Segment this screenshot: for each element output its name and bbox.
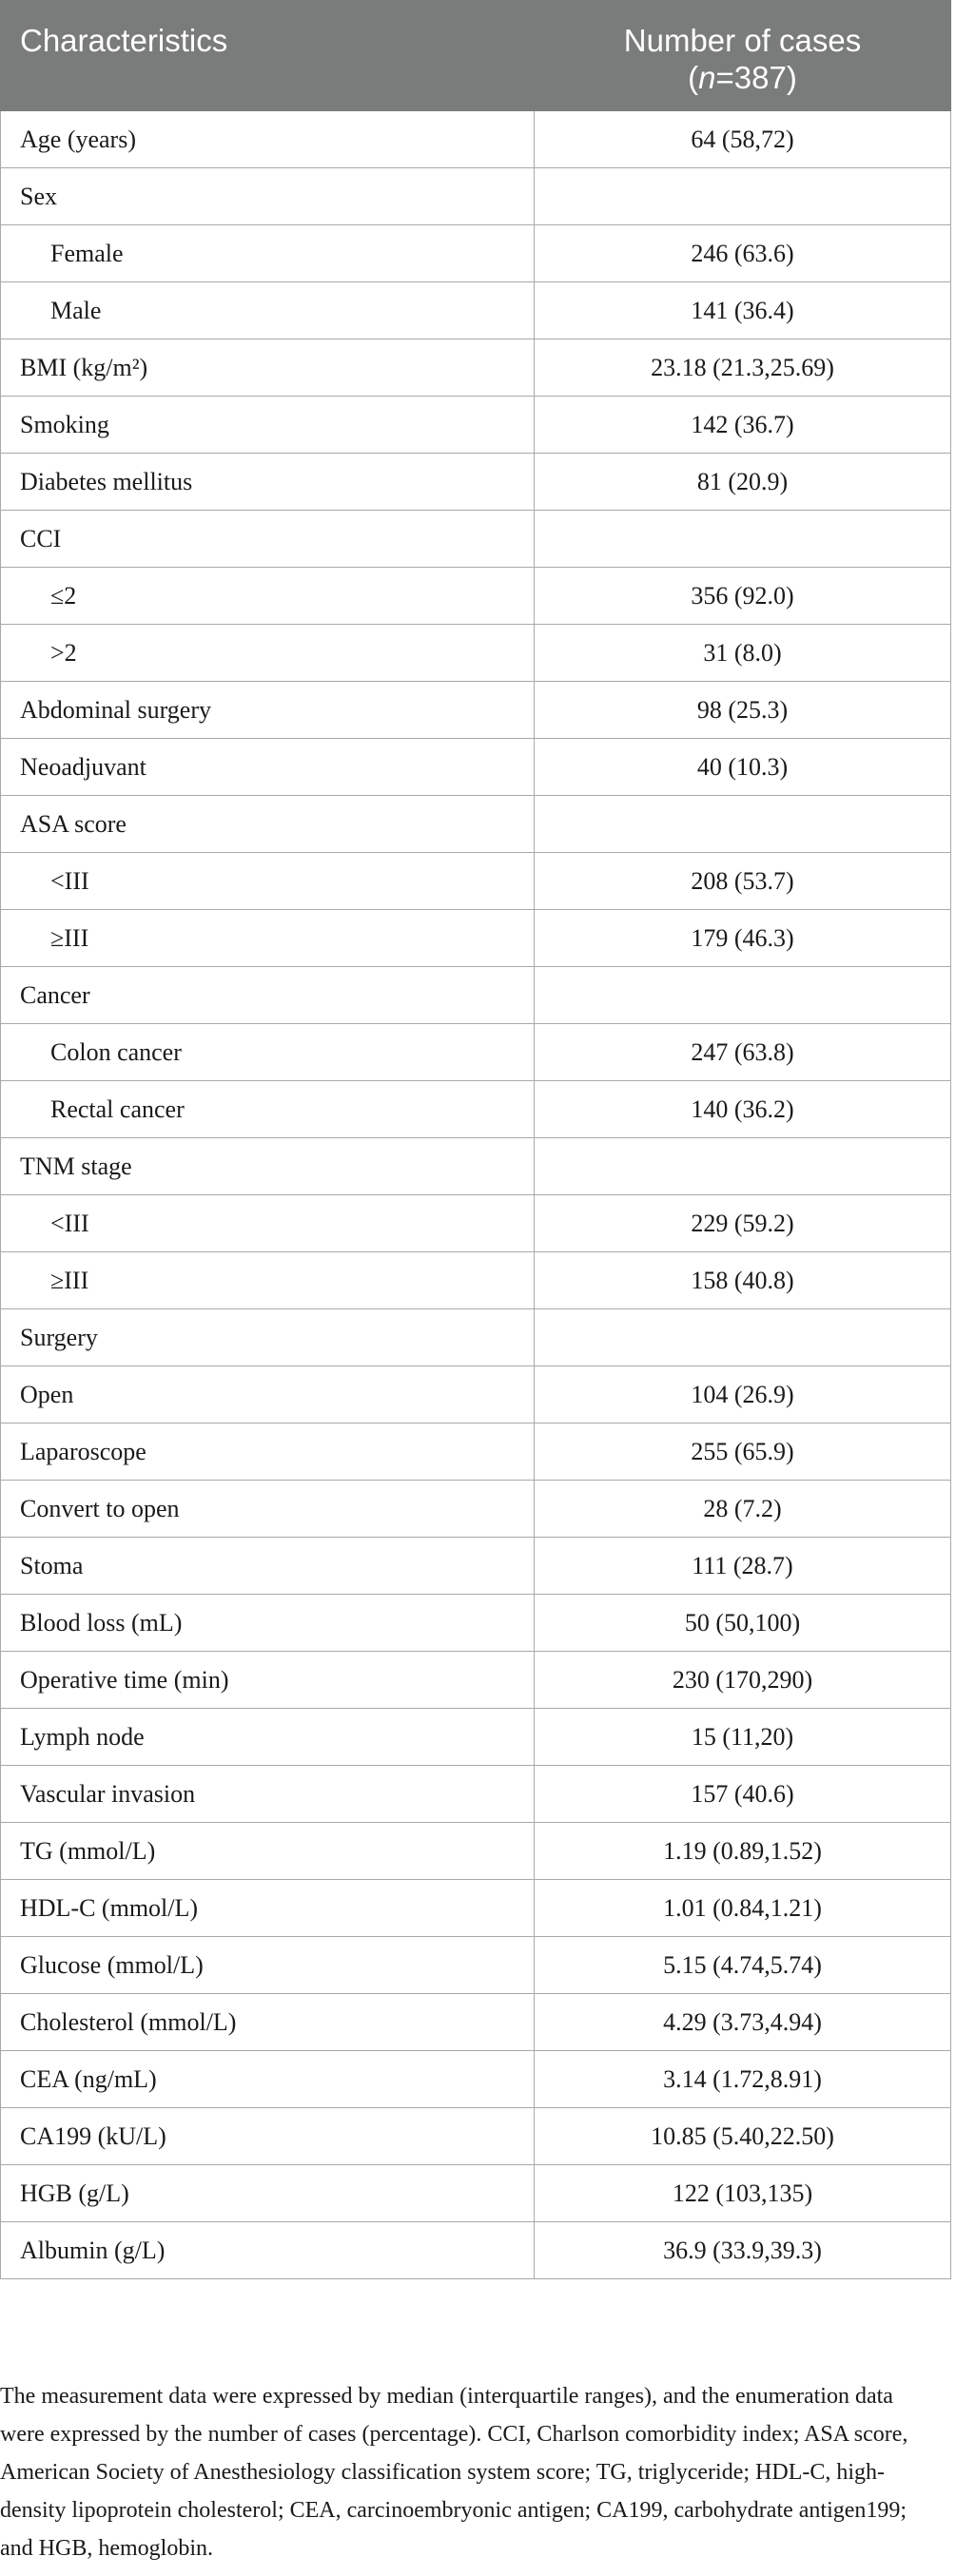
table-row <box>1 1652 951 1709</box>
table-row <box>1 2222 951 2279</box>
row-value: 230 (170,290) <box>535 1652 951 1709</box>
table-row <box>1 568 951 625</box>
row-label: ≥III <box>1 1252 535 1309</box>
header-characteristics: Characteristics <box>1 1 535 111</box>
row-label: Cancer <box>1 967 535 1024</box>
row-label: Colon cancer <box>1 1024 535 1081</box>
row-label: HGB (g/L) <box>1 2165 535 2222</box>
table-body <box>1 111 951 2279</box>
table-row <box>1 625 951 682</box>
row-label: Rectal cancer <box>1 1081 535 1138</box>
table-row <box>1 853 951 910</box>
row-label: Albumin (g/L) <box>1 2222 535 2279</box>
row-value: 111 (28.7) <box>535 1538 951 1595</box>
row-value <box>535 1309 951 1366</box>
header-row <box>1 1 951 111</box>
table-row <box>1 1138 951 1195</box>
row-value: 122 (103,135) <box>535 2165 951 2222</box>
table-row <box>1 282 951 339</box>
row-value <box>535 168 951 225</box>
row-value: 247 (63.8) <box>535 1024 951 1081</box>
row-label: Operative time (min) <box>1 1652 535 1709</box>
row-value: 142 (36.7) <box>535 397 951 454</box>
table-row <box>1 1081 951 1138</box>
table-row <box>1 2051 951 2108</box>
table-row <box>1 2108 951 2165</box>
row-value: 28 (7.2) <box>535 1481 951 1538</box>
row-label: Abdominal surgery <box>1 682 535 739</box>
row-value: 5.15 (4.74,5.74) <box>535 1937 951 1994</box>
row-label: Male <box>1 282 535 339</box>
table-row <box>1 1309 951 1366</box>
row-value <box>535 967 951 1024</box>
table-row <box>1 454 951 511</box>
row-label: <III <box>1 1195 535 1252</box>
row-value: 140 (36.2) <box>535 1081 951 1138</box>
row-label: <III <box>1 853 535 910</box>
table-row <box>1 1937 951 1994</box>
row-label: Diabetes mellitus <box>1 454 535 511</box>
table-row <box>1 1195 951 1252</box>
row-value: 158 (40.8) <box>535 1252 951 1309</box>
table-row <box>1 1595 951 1652</box>
row-label: Female <box>1 225 535 282</box>
row-value: 4.29 (3.73,4.94) <box>535 1994 951 2051</box>
table-row <box>1 1366 951 1424</box>
table-row <box>1 1538 951 1595</box>
row-value: 208 (53.7) <box>535 853 951 910</box>
row-value: 23.18 (21.3,25.69) <box>535 339 951 397</box>
row-label: TG (mmol/L) <box>1 1823 535 1880</box>
table-row <box>1 1823 951 1880</box>
table-row <box>1 225 951 282</box>
header-number-of-cases <box>535 1 951 111</box>
table-footnote: The measurement data were expressed by median (interquartile ranges), and the enumeration data were expressed by the number of cases (percentage). CCI, Charlson comorbidity index; ASA score, American Society of Anesthesiology classification system score; TG, triglyceride; HDL-C, high-density lipoprotein cholesterol; CEA, carcinoembryonic antigen; CA199, carbohydrate antigen199; and HGB, hemoglobin. <box>0 2384 908 2561</box>
table-row <box>1 1766 951 1823</box>
row-value: 81 (20.9) <box>535 454 951 511</box>
row-value: 50 (50,100) <box>535 1595 951 1652</box>
row-value: 10.85 (5.40,22.50) <box>535 2108 951 2165</box>
row-label: Lymph node <box>1 1709 535 1766</box>
row-label: Vascular invasion <box>1 1766 535 1823</box>
row-value: 104 (26.9) <box>535 1366 951 1424</box>
row-label: Blood loss (mL) <box>1 1595 535 1652</box>
row-label: Surgery <box>1 1309 535 1366</box>
row-label: >2 <box>1 625 535 682</box>
row-value: 40 (10.3) <box>535 739 951 796</box>
row-label: Convert to open <box>1 1481 535 1538</box>
row-label: Laparoscope <box>1 1424 535 1481</box>
table-row <box>1 1424 951 1481</box>
row-value: 246 (63.6) <box>535 225 951 282</box>
row-value: 1.01 (0.84,1.21) <box>535 1880 951 1937</box>
row-value: 3.14 (1.72,8.91) <box>535 2051 951 2108</box>
row-label: Age (years) <box>1 111 535 168</box>
row-value: 15 (11,20) <box>535 1709 951 1766</box>
row-label: Sex <box>1 168 535 225</box>
row-value: 1.19 (0.89,1.52) <box>535 1823 951 1880</box>
row-label: CEA (ng/mL) <box>1 2051 535 2108</box>
table-row <box>1 1994 951 2051</box>
row-value <box>535 1138 951 1195</box>
row-label: Smoking <box>1 397 535 454</box>
table-row <box>1 339 951 397</box>
row-value: 179 (46.3) <box>535 910 951 967</box>
row-label: Cholesterol (mmol/L) <box>1 1994 535 2051</box>
row-value: 31 (8.0) <box>535 625 951 682</box>
table-row <box>1 910 951 967</box>
table-row <box>1 796 951 853</box>
row-label: HDL-C (mmol/L) <box>1 1880 535 1937</box>
table-row <box>1 168 951 225</box>
row-value: 36.9 (33.9,39.3) <box>535 2222 951 2279</box>
row-label: Open <box>1 1366 535 1424</box>
table-row <box>1 682 951 739</box>
row-label: CCI <box>1 511 535 568</box>
table-row <box>1 1024 951 1081</box>
header-open-paren: ( <box>688 60 699 95</box>
row-value: 157 (40.6) <box>535 1766 951 1823</box>
table-header <box>1 1 951 111</box>
table-row <box>1 511 951 568</box>
row-label: Stoma <box>1 1538 535 1595</box>
header-n-count: =387) <box>715 60 797 95</box>
header-n-symbol: n <box>698 60 716 95</box>
row-label: BMI (kg/m²) <box>1 339 535 397</box>
row-value: 356 (92.0) <box>535 568 951 625</box>
row-value: 141 (36.4) <box>535 282 951 339</box>
row-label: ≤2 <box>1 568 535 625</box>
row-label: ASA score <box>1 796 535 853</box>
table-row <box>1 1481 951 1538</box>
table-row <box>1 1709 951 1766</box>
table-row <box>1 111 951 168</box>
table-row <box>1 739 951 796</box>
row-value: 64 (58,72) <box>535 111 951 168</box>
row-value: 98 (25.3) <box>535 682 951 739</box>
header-number-of-cases-line2 <box>535 59 950 96</box>
table-row <box>1 1880 951 1937</box>
table-row <box>1 967 951 1024</box>
row-label: CA199 (kU/L) <box>1 2108 535 2165</box>
row-value: 255 (65.9) <box>535 1424 951 1481</box>
row-value: 229 (59.2) <box>535 1195 951 1252</box>
header-number-of-cases-line1: Number of cases <box>623 23 862 58</box>
row-label: Glucose (mmol/L) <box>1 1937 535 1994</box>
row-label: TNM stage <box>1 1138 535 1195</box>
row-label: ≥III <box>1 910 535 967</box>
row-value <box>535 796 951 853</box>
table-row <box>1 2165 951 2222</box>
row-label: Neoadjuvant <box>1 739 535 796</box>
table-row <box>1 1252 951 1309</box>
row-value <box>535 511 951 568</box>
table-row <box>1 397 951 454</box>
